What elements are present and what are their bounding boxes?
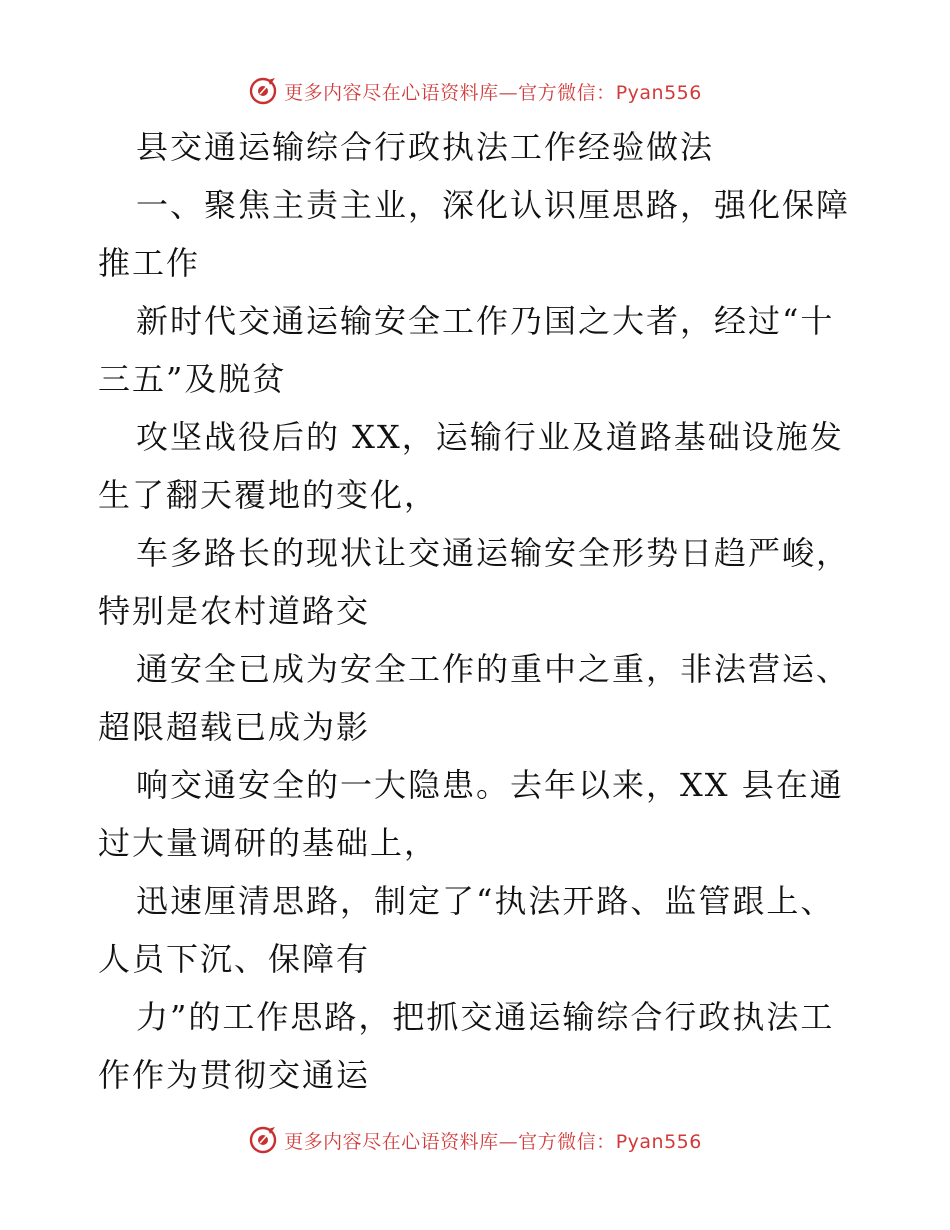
quill-seal-icon <box>248 76 278 106</box>
watermark-id: Pyan556 <box>615 81 702 104</box>
watermark-header <box>0 71 950 111</box>
text-line: 特别是农村道路交 <box>98 592 371 630</box>
watermark-suffix: 官方微信： <box>518 1130 616 1153</box>
document-body <box>98 118 858 1104</box>
watermark-text <box>284 78 702 105</box>
text-line: 推工作 <box>98 244 201 282</box>
text-line: 力”的工作思路，把抓交通运输综合行政执法工 <box>136 998 835 1036</box>
text-line: 过大量调研的基础上， <box>98 824 439 862</box>
text-line: 迅速厘清思路，制定了“执法开路、监管跟上、 <box>136 882 835 920</box>
text-line: 一、聚焦主责主业，深化认识厘思路，强化保障 <box>136 186 851 224</box>
watermark-dash: — <box>498 1130 519 1153</box>
watermark-suffix: 官方微信： <box>518 81 616 104</box>
text-line: 三五”及脱贫 <box>98 360 287 398</box>
watermark-id: Pyan556 <box>615 1130 702 1153</box>
watermark-footer <box>0 1120 950 1160</box>
watermark-dash: — <box>498 81 519 104</box>
text-line: 超限超载已成为影 <box>98 708 371 746</box>
watermark-main: 更多内容尽在心语资料库 <box>284 81 499 104</box>
text-line: 新时代交通运输安全工作乃国之大者，经过“十 <box>136 302 835 340</box>
quill-seal-icon <box>248 1125 278 1155</box>
text-line: 作作为贯彻交通运 <box>98 1056 371 1094</box>
text-line: 人员下沉、保障有 <box>98 940 371 978</box>
document-title: 县交通运输综合行政执法工作经验做法 <box>136 128 715 166</box>
text-line: 攻坚战役后的 XX，运输行业及道路基础设施发 <box>136 418 844 456</box>
watermark-main: 更多内容尽在心语资料库 <box>284 1130 499 1153</box>
watermark-text <box>284 1127 702 1154</box>
text-line: 生了翻天覆地的变化， <box>98 476 439 514</box>
text-line: 响交通安全的一大隐患。去年以来，XX 县在通 <box>136 766 844 804</box>
text-line: 通安全已成为安全工作的重中之重，非法营运、 <box>136 650 851 688</box>
text-line: 车多路长的现状让交通运输安全形势日趋严峻， <box>136 534 851 572</box>
